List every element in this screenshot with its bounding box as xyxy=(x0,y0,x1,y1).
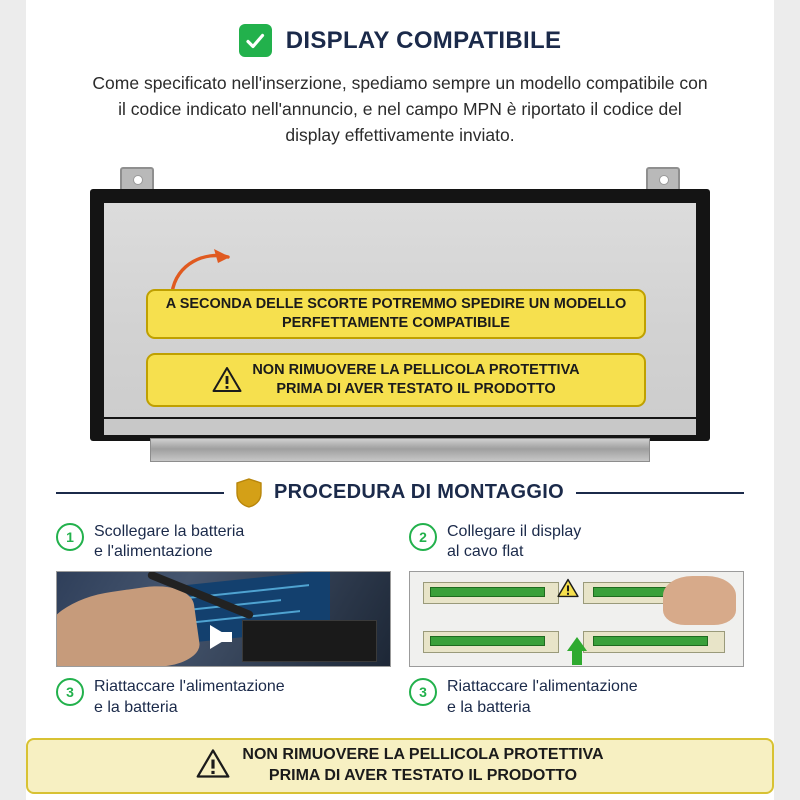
photo-flat-cable-connect xyxy=(409,571,744,667)
check-box-icon xyxy=(239,24,272,57)
step-2 xyxy=(409,522,744,564)
warning-triangle-icon xyxy=(557,578,579,603)
step-3-left xyxy=(56,677,391,719)
left-margin-band xyxy=(0,0,26,800)
step-text-line2: e l'alimentazione xyxy=(94,543,213,561)
divider-left xyxy=(56,492,224,494)
step-text-line2: al cavo flat xyxy=(447,543,524,561)
battery-graphic xyxy=(242,620,377,661)
content-area xyxy=(26,0,774,800)
warning-triangle-icon xyxy=(196,748,230,784)
intro-paragraph: Come specificato nell'inserzione, spediamo sempre un modello compatibile con il codice indicato nell'annuncio, e nel campo MPN è riportato il codice del display effettivamente inviato. xyxy=(92,73,708,145)
flat-cable-graphic xyxy=(430,587,545,597)
divider-right xyxy=(576,492,744,494)
step-text xyxy=(447,677,638,719)
step-text xyxy=(94,522,244,564)
finger-graphic xyxy=(663,576,736,625)
header xyxy=(26,0,774,57)
footer-warning-text xyxy=(242,745,603,787)
shield-icon xyxy=(236,478,262,508)
steps-column-right xyxy=(409,522,744,727)
protective-film-note-line1: NON RIMUOVERE LA PELLICOLA PROTETTIVA xyxy=(252,361,580,378)
hand-graphic xyxy=(56,581,202,667)
montaggio-title: PROCEDURA DI MONTAGGIO xyxy=(274,481,564,504)
step-3-right xyxy=(409,677,744,719)
step-text-line1: Collegare il display xyxy=(447,522,582,540)
steps-column-left xyxy=(56,522,391,727)
step-number-badge: 1 xyxy=(56,523,84,551)
step-text-line1: Riattaccare l'alimentazione xyxy=(447,678,638,696)
step-number-badge: 3 xyxy=(409,678,437,706)
photo-battery-disconnect xyxy=(56,571,391,667)
foil-strip xyxy=(150,438,650,462)
step-text xyxy=(94,677,285,719)
white-arrow-icon xyxy=(210,625,230,649)
right-margin-band xyxy=(774,0,800,800)
compatibility-note: A SECONDA DELLE SCORTE POTREMMO SPEDIRE UN MODELLO PERFETTAMENTE COMPATIBILE xyxy=(146,289,646,339)
warning-triangle-icon xyxy=(212,366,242,393)
step-text-line2: e la batteria xyxy=(94,699,178,717)
step-1 xyxy=(56,522,391,564)
protective-film-note-text xyxy=(252,361,579,399)
step-number-badge: 3 xyxy=(56,678,84,706)
flat-cable-graphic xyxy=(593,636,708,646)
montaggio-header xyxy=(26,478,774,508)
page-title: DISPLAY COMPATIBILE xyxy=(285,26,562,54)
steps-grid xyxy=(26,508,774,727)
step-text-line1: Scollegare la batteria xyxy=(94,522,245,540)
protective-film-note xyxy=(146,353,646,407)
green-arrow-icon xyxy=(567,637,587,651)
step-number-badge: 2 xyxy=(409,523,437,551)
flat-cable-graphic xyxy=(430,636,545,646)
protective-film-note-line2: PRIMA DI AVER TESTATO IL PRODOTTO xyxy=(276,380,556,397)
screen-lower-edge xyxy=(104,419,696,435)
footer-warning-line1: NON RIMUOVERE LA PELLICOLA PROTETTIVA xyxy=(242,746,604,764)
footer-warning-banner xyxy=(26,738,774,794)
step-text-line1: Riattaccare l'alimentazione xyxy=(94,678,285,696)
footer-warning-line2: PRIMA DI AVER TESTATO IL PRODOTTO xyxy=(268,767,578,784)
step-text-line2: e la batteria xyxy=(447,699,531,717)
display-illustration xyxy=(90,167,710,462)
step-text xyxy=(447,522,581,564)
